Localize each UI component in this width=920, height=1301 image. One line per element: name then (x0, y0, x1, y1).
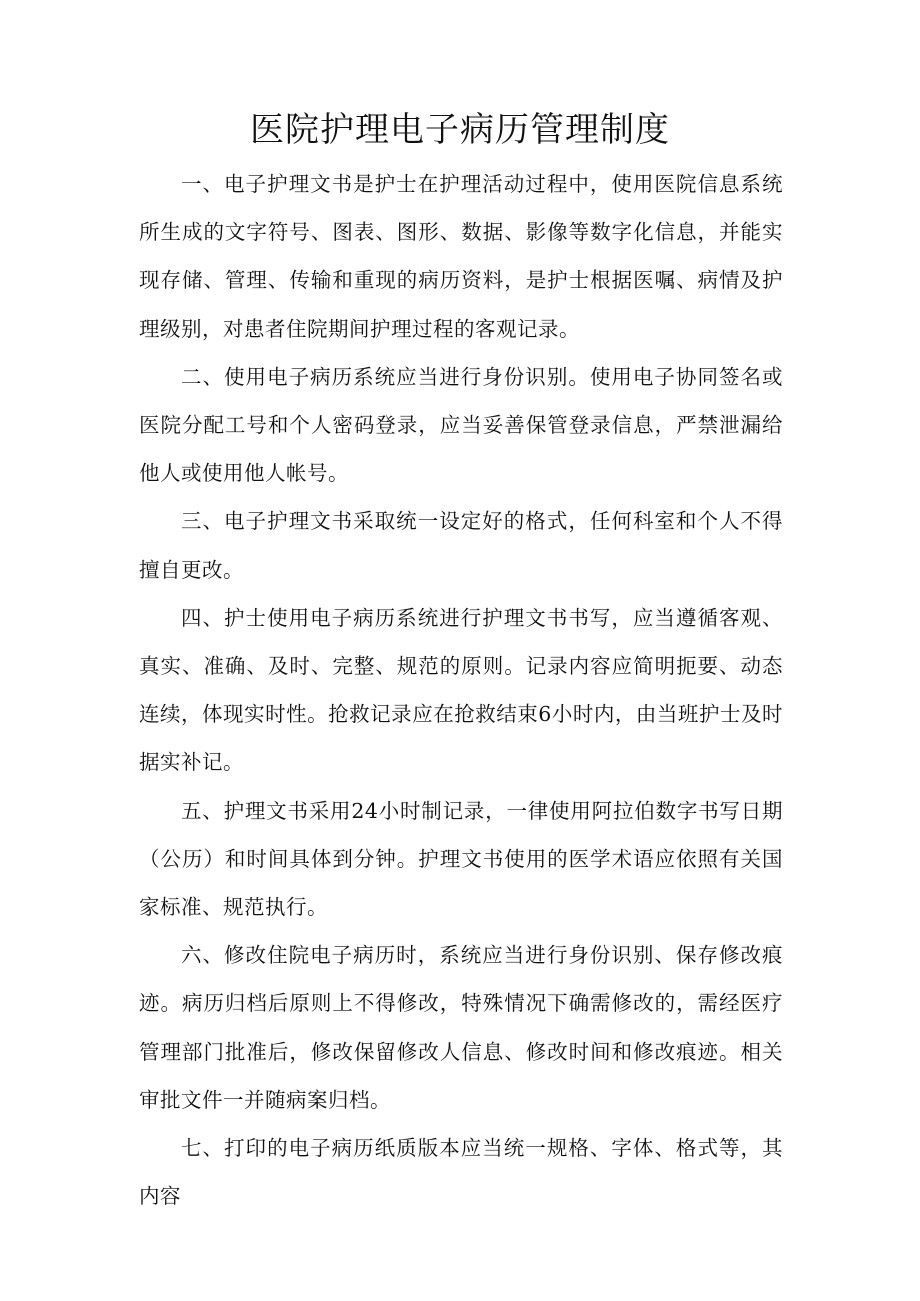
paragraph-4: 四、护士使用电子病历系统进行护理文书书写，应当遵循客观、真实、准确、及时、完整、规范的原则。记录内容应简明扼要、动态连续，体现实时性。抢救记录应在抢救结束6小时内，由当班护士及时据实补记。 (139, 605, 783, 775)
paragraph-5: 五、护理文书采用24小时制记录，一律使用阿拉伯数字书写日期（公历）和时间具体到分钟。护理文书使用的医学术语应依照有关国家标准、规范执行。 (139, 798, 783, 920)
paragraph-3: 三、电子护理文书采取统一设定好的格式，任何科室和个人不得擅自更改。 (139, 509, 783, 582)
paragraph-6: 六、修改住院电子病历时，系统应当进行身份识别、保存修改痕迹。病历归档后原则上不得修改，特殊情况下确需修改的，需经医疗管理部门批准后，修改保留修改人信息、修改时间和修改痕迹。相关审批文件一并随病案归档。 (139, 943, 783, 1112)
paragraph-2: 二、使用电子病历系统应当进行身份识别。使用电子协同签名或医院分配工号和个人密码登录，应当妥善保管登录信息，严禁泄漏给他人或使用他人帐号。 (139, 364, 783, 486)
document-body (139, 160, 783, 1220)
paragraph-1: 一、电子护理文书是护士在护理活动过程中，使用医院信息系统所生成的文字符号、图表、图形、数据、影像等数字化信息，并能实现存储、管理、传输和重现的病历资料，是护士根据医嘱、病情及护理级别，对患者住院期间护理过程的客观记录。 (139, 172, 783, 341)
paragraph-7: 七、打印的电子病历纸质版本应当统一规格、字体、格式等，其内容 (139, 1136, 783, 1209)
document-title: 医院护理电子病历管理制度 (250, 110, 670, 150)
